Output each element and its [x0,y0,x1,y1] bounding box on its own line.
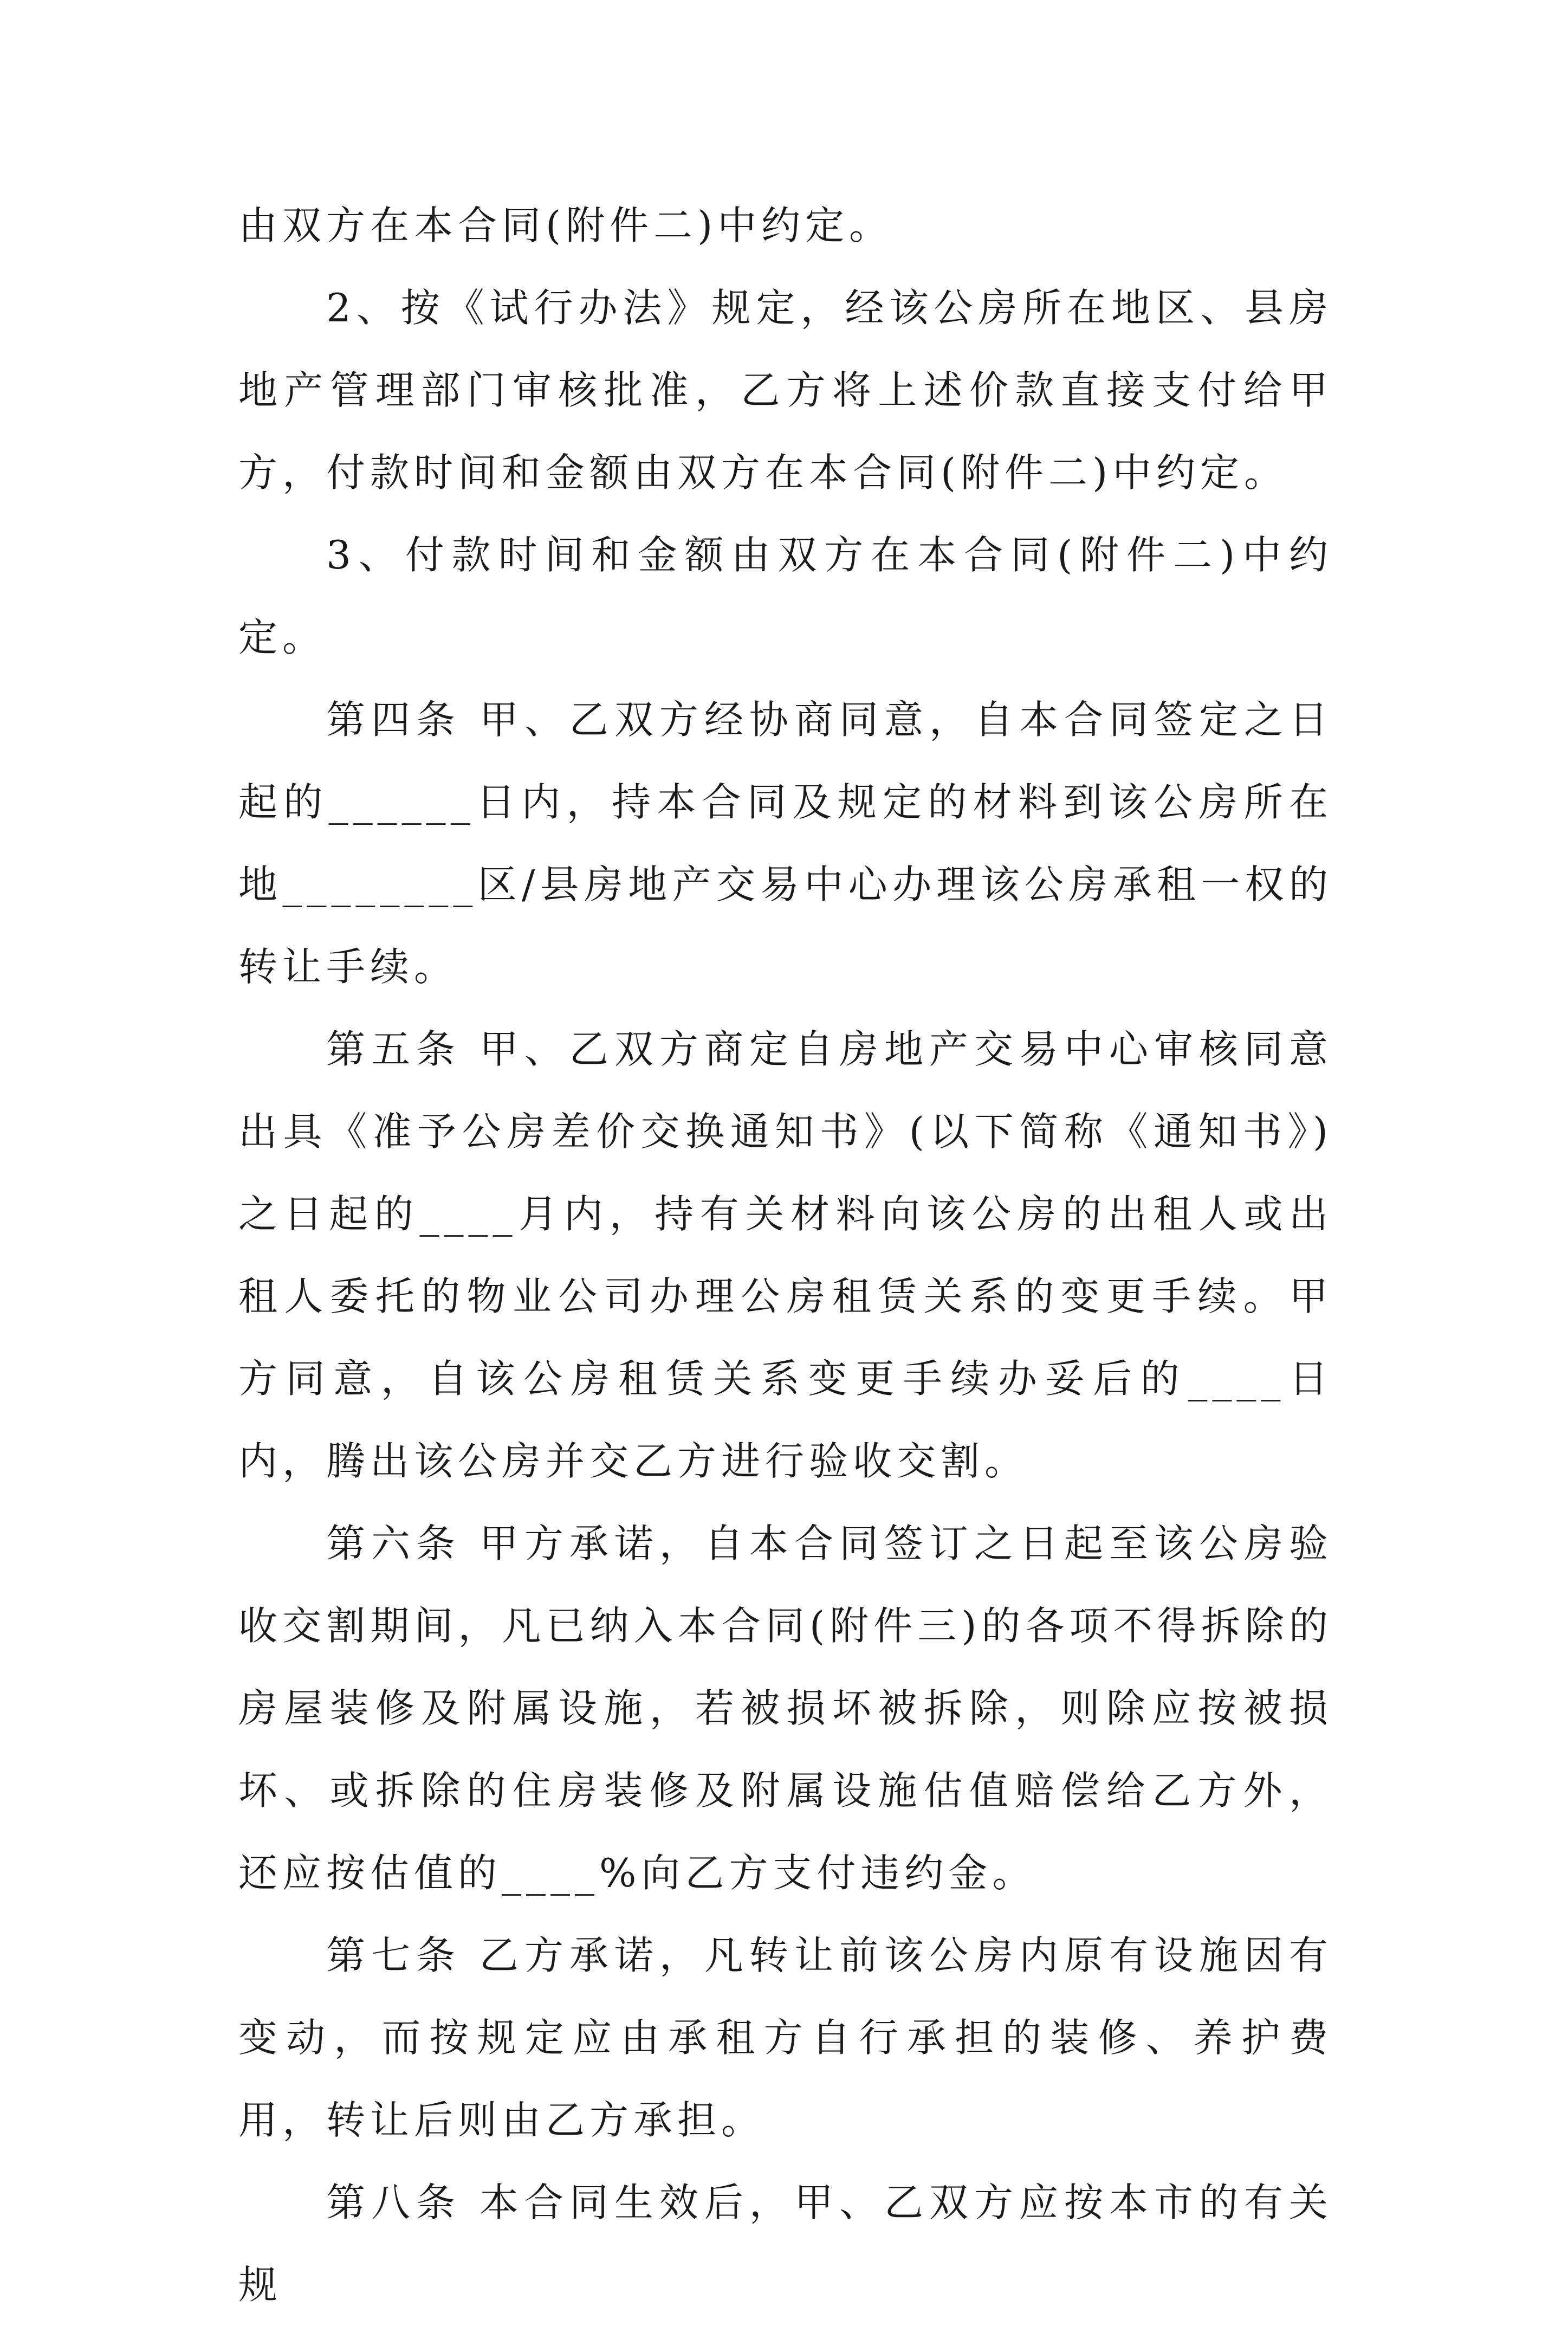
paragraph-item-3: 3、付款时间和金额由双方在本合同(附件二)中约定。 [238,532,1333,660]
paragraph-article-6: 第六条 甲方承诺，自本合同签订之日起至该公房验收交割期间，凡已纳入本合同(附件三)的各项不得拆除的房屋装修及附属设施，若被损坏被拆除，则除应按被损坏、或拆除的住房装修及附属设施估值赔偿给乙方外，还应按估值的____%向乙方支付违约金。 [238,1521,1333,1896]
paragraph-article-5: 第五条 甲、乙双方商定自房地产交易中心审核同意出具《准予公房差价交换通知书》(以下简称《通知书》)之日起的____月内，持有关材料向该公房的出租人或出租人委托的物业公司办理公房租赁关系的变更手续。甲方同意，自该公房租赁关系变更手续办妥后的____日内，腾出该公房并交乙方进行验收交割。 [238,1026,1333,1484]
paragraph-article-7: 第七条 乙方承诺，凡转让前该公房内原有设施因有变动，而按规定应由承租方自行承担的装修、养护费用，转让后则由乙方承担。 [238,1933,1333,2143]
paragraph-article-8: 第八条 本合同生效后，甲、乙双方应按本市的有关规 [238,2180,1333,2308]
contract-body [238,184,1333,2326]
paragraph-article-4: 第四条 甲、乙双方经协商同意，自本合同签定之日起的______日内，持本合同及规定的材料到该公房所在地________区/县房地产交易中心办理该公房承租一权的转让手续。 [238,697,1333,990]
paragraph-item-2: 2、按《试行办法》规定，经该公房所在地区、县房地产管理部门审核批准，乙方将上述价款直接支付给甲方，付款时间和金额由双方在本合同(附件二)中约定。 [238,285,1333,495]
paragraph-continuation: 由双方在本合同(附件二)中约定。 [238,203,893,248]
